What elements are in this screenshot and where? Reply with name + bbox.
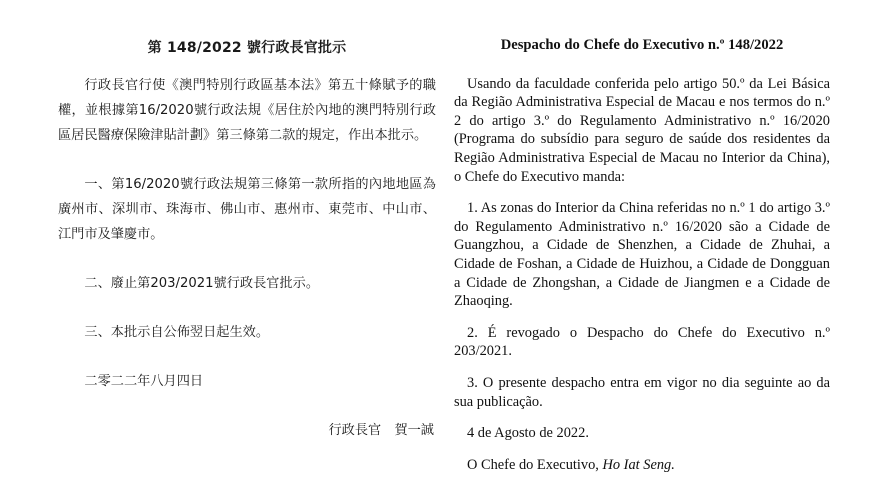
portuguese-signature-prefix: O Chefe do Executivo, <box>467 456 603 473</box>
portuguese-signature <box>454 456 830 475</box>
portuguese-title: Despacho do Chefe do Executivo n.º 148/2022 <box>500 37 784 53</box>
portuguese-date: 4 de Agosto de 2022. <box>467 425 589 442</box>
chinese-column <box>58 36 436 443</box>
chinese-item-3: 三、本批示自公佈翌日起生效。 <box>84 325 270 340</box>
portuguese-preamble: Usando da faculdade conferida pelo artigo 50.º da Lei Básica da Região Administrativa Especial de Macau e nos termos do n.º 2 do artigo 3.º do Regulamento Administrativo n.º 16/2020 (Programa do subsídio para seguro de saúde dos residentes da Região Administrativa Especial de Macau no Interior da China), o Chefe do Executivo manda: <box>454 75 830 185</box>
chinese-preamble: 行政長官行使《澳門特別行政區基本法》第五十條賦予的職權，並根據第16/2020號行政法規《居住於內地的澳門特別行政區居民醫療保險津貼計劃》第三條第二款的規定，作出本批示。 <box>58 78 436 143</box>
chinese-title: 第 148/2022 號行政長官批示 <box>147 40 347 56</box>
portuguese-column <box>454 36 830 474</box>
portuguese-item-3: 3. O presente despacho entra em vigor no dia seguinte ao da sua publicação. <box>454 374 830 410</box>
portuguese-item-1: 1. As zonas do Interior da China referidas no n.º 1 do artigo 3.º do Regulamento Administrativo n.º 16/2020 são a Cidade de Guangzhou, a Cidade de Shenzhen, a Cidade de Zhuhai, a Cidade de Foshan, a Cidade de Huizhou, a Cidade de Dongguan a Cidade de Zhongshan, a Cidade de Jiangmen e a Cidade de Zhaoqing. <box>454 200 830 310</box>
portuguese-signature-name: Ho Iat Seng. <box>602 456 675 473</box>
chinese-item-1: 一、第16/2020號行政法規第三條第一款所指的內地地區為廣州市、深圳市、珠海市、佛山市、惠州市、東莞市、中山市、江門市及肇慶市。 <box>58 177 436 242</box>
chinese-signature <box>58 418 436 443</box>
chinese-item-2: 二、廢止第203/2021號行政長官批示。 <box>84 276 320 291</box>
chinese-date: 二零二二年八月四日 <box>84 374 204 389</box>
portuguese-item-2: 2. É revogado o Despacho do Chefe do Executivo n.º 203/2021. <box>454 324 830 360</box>
chinese-signature-name: 賀一誠 <box>394 423 434 438</box>
chinese-signature-title: 行政長官 <box>328 423 382 438</box>
